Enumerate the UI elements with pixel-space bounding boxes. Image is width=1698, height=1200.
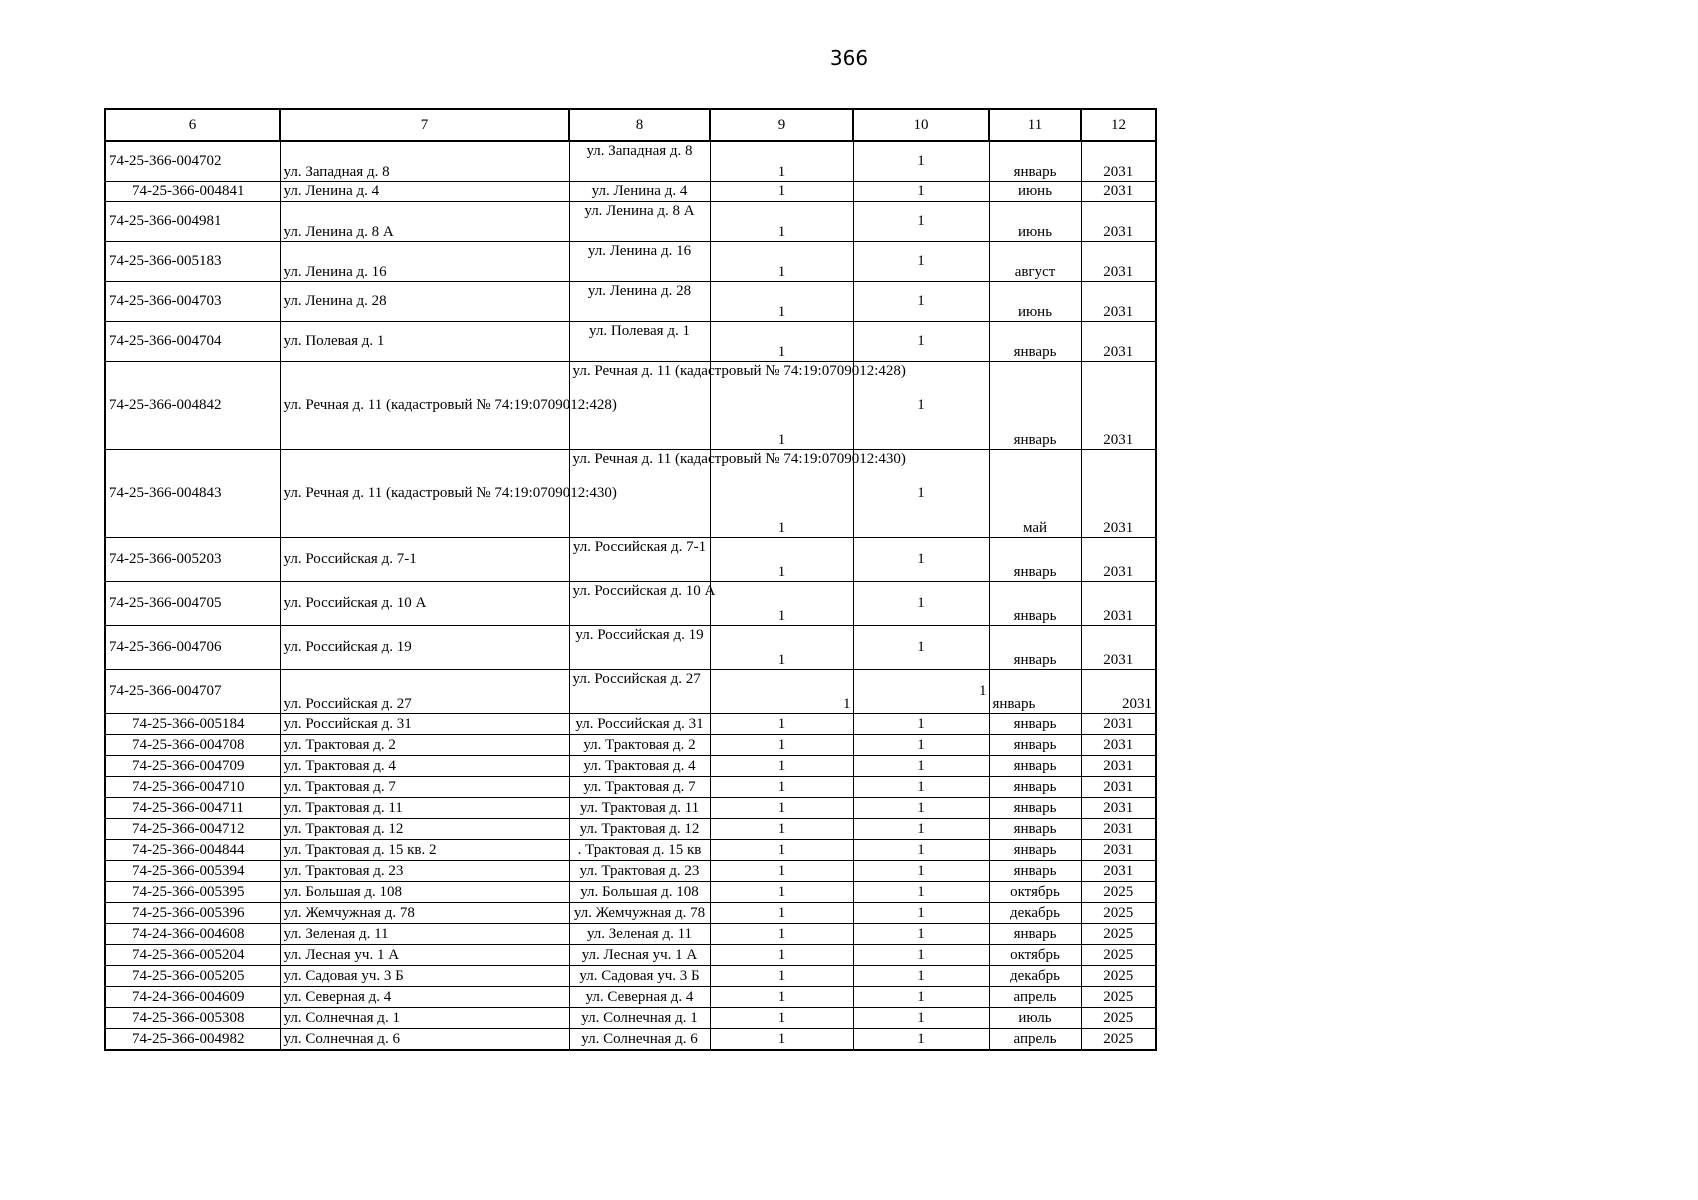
table-row bbox=[105, 713, 1156, 734]
cell-c9: 1 bbox=[710, 923, 853, 944]
cell-code: 74-25-366-005308 bbox=[105, 1007, 280, 1028]
cell-code: 74-25-366-004710 bbox=[105, 776, 280, 797]
cell-month: январь bbox=[989, 776, 1081, 797]
table-row bbox=[105, 1028, 1156, 1050]
cell-code: 74-25-366-004843 bbox=[105, 449, 280, 537]
cell-c10: 1 bbox=[853, 669, 989, 713]
cell-c9: 1 bbox=[710, 797, 853, 818]
table-row bbox=[105, 860, 1156, 881]
cell-year: 2031 bbox=[1081, 669, 1156, 713]
cell-address: ул. Зеленая д. 11 bbox=[280, 923, 569, 944]
cell-month: январь bbox=[989, 818, 1081, 839]
cell-address: ул. Трактовая д. 11 bbox=[280, 797, 569, 818]
cell-address2: ул. Российская д. 27 bbox=[569, 669, 710, 713]
cell-month: октябрь bbox=[989, 944, 1081, 965]
cell-address2: ул. Западная д. 8 bbox=[569, 141, 710, 181]
cell-address: ул. Российская д. 19 bbox=[280, 625, 569, 669]
cell-address: ул. Ленина д. 8 А bbox=[280, 201, 569, 241]
cell-year: 2031 bbox=[1081, 797, 1156, 818]
column-header: 6 bbox=[105, 109, 280, 141]
cell-address: ул. Солнечная д. 1 bbox=[280, 1007, 569, 1028]
cell-month: декабрь bbox=[989, 902, 1081, 923]
cell-month: январь bbox=[989, 361, 1081, 449]
cell-address: ул. Российская д. 7-1 bbox=[280, 537, 569, 581]
cell-c9: 1 bbox=[710, 713, 853, 734]
cell-month: январь bbox=[989, 537, 1081, 581]
cell-c10: 1 bbox=[853, 141, 989, 181]
cell-address: ул. Трактовая д. 7 bbox=[280, 776, 569, 797]
cell-month: август bbox=[989, 241, 1081, 281]
cell-year: 2031 bbox=[1081, 755, 1156, 776]
cell-month: январь bbox=[989, 141, 1081, 181]
cell-c10: 1 bbox=[853, 581, 989, 625]
cell-month: январь bbox=[989, 755, 1081, 776]
cell-year: 2031 bbox=[1081, 776, 1156, 797]
cell-c10: 1 bbox=[853, 449, 989, 537]
cell-month: январь bbox=[989, 581, 1081, 625]
cell-year: 2031 bbox=[1081, 321, 1156, 361]
cell-address2: ул. Трактовая д. 23 bbox=[569, 860, 710, 881]
page-number: 366 bbox=[829, 46, 869, 70]
cell-month: май bbox=[989, 449, 1081, 537]
cell-month: январь bbox=[989, 713, 1081, 734]
cell-c9: 1 bbox=[710, 241, 853, 281]
cell-c10: 1 bbox=[853, 321, 989, 361]
cell-year: 2031 bbox=[1081, 241, 1156, 281]
cell-address: ул. Трактовая д. 23 bbox=[280, 860, 569, 881]
cell-code: 74-25-366-004712 bbox=[105, 818, 280, 839]
cell-month: июнь bbox=[989, 181, 1081, 201]
cell-c9: 1 bbox=[710, 361, 853, 449]
cell-c9: 1 bbox=[710, 776, 853, 797]
cell-address: ул. Лесная уч. 1 А bbox=[280, 944, 569, 965]
cell-year: 2025 bbox=[1081, 965, 1156, 986]
cell-month: январь bbox=[989, 860, 1081, 881]
cell-address2: ул. Речная д. 11 (кадастровый № 74:19:0709012:430) bbox=[569, 449, 710, 537]
cell-c10: 1 bbox=[853, 839, 989, 860]
cell-year: 2031 bbox=[1081, 537, 1156, 581]
cell-address: ул. Большая д. 108 bbox=[280, 881, 569, 902]
cell-address: ул. Ленина д. 4 bbox=[280, 181, 569, 201]
column-header: 12 bbox=[1081, 109, 1156, 141]
cell-code: 74-25-366-005394 bbox=[105, 860, 280, 881]
cell-address2: ул. Трактовая д. 7 bbox=[569, 776, 710, 797]
cell-code: 74-25-366-005395 bbox=[105, 881, 280, 902]
cell-c9: 1 bbox=[710, 321, 853, 361]
cell-c9: 1 bbox=[710, 986, 853, 1007]
cell-year: 2031 bbox=[1081, 449, 1156, 537]
cell-c9: 1 bbox=[710, 1028, 853, 1050]
cell-month: июнь bbox=[989, 281, 1081, 321]
cell-address2: ул. Садовая уч. 3 Б bbox=[569, 965, 710, 986]
table-row bbox=[105, 669, 1156, 713]
cell-address: ул. Садовая уч. 3 Б bbox=[280, 965, 569, 986]
cell-year: 2025 bbox=[1081, 923, 1156, 944]
cell-month: январь bbox=[989, 321, 1081, 361]
cell-address2: . Трактовая д. 15 кв bbox=[569, 839, 710, 860]
cell-code: 74-25-366-004708 bbox=[105, 734, 280, 755]
cell-year: 2031 bbox=[1081, 625, 1156, 669]
cell-c10: 1 bbox=[853, 1028, 989, 1050]
register-body bbox=[105, 141, 1156, 1050]
table-row bbox=[105, 986, 1156, 1007]
table-row bbox=[105, 321, 1156, 361]
cell-c10: 1 bbox=[853, 776, 989, 797]
cell-address: ул. Западная д. 8 bbox=[280, 141, 569, 181]
table-row bbox=[105, 944, 1156, 965]
cell-c9: 1 bbox=[710, 902, 853, 923]
cell-code: 74-24-366-004608 bbox=[105, 923, 280, 944]
cell-code: 74-25-366-005396 bbox=[105, 902, 280, 923]
cell-address: ул. Полевая д. 1 bbox=[280, 321, 569, 361]
table-row bbox=[105, 281, 1156, 321]
cell-year: 2031 bbox=[1081, 860, 1156, 881]
cell-code: 74-25-366-005183 bbox=[105, 241, 280, 281]
cell-code: 74-25-366-004982 bbox=[105, 1028, 280, 1050]
table-row bbox=[105, 241, 1156, 281]
column-header: 11 bbox=[989, 109, 1081, 141]
cell-month: июль bbox=[989, 1007, 1081, 1028]
cell-address2: ул. Российская д. 10 А bbox=[569, 581, 710, 625]
cell-address2: ул. Большая д. 108 bbox=[569, 881, 710, 902]
column-header: 8 bbox=[569, 109, 710, 141]
cell-year: 2031 bbox=[1081, 181, 1156, 201]
header-row bbox=[105, 109, 1156, 141]
table-row bbox=[105, 839, 1156, 860]
cell-address: ул. Северная д. 4 bbox=[280, 986, 569, 1007]
cell-c9: 1 bbox=[710, 839, 853, 860]
cell-c10: 1 bbox=[853, 734, 989, 755]
cell-code: 74-25-366-005203 bbox=[105, 537, 280, 581]
cell-year: 2025 bbox=[1081, 1007, 1156, 1028]
cell-code: 74-24-366-004609 bbox=[105, 986, 280, 1007]
cell-code: 74-25-366-004702 bbox=[105, 141, 280, 181]
cell-address2: ул. Российская д. 7-1 bbox=[569, 537, 710, 581]
cell-year: 2025 bbox=[1081, 986, 1156, 1007]
cell-c9: 1 bbox=[710, 281, 853, 321]
cell-month: апрель bbox=[989, 1028, 1081, 1050]
table-row bbox=[105, 181, 1156, 201]
cell-c9: 1 bbox=[710, 818, 853, 839]
cell-c10: 1 bbox=[853, 241, 989, 281]
cell-c10: 1 bbox=[853, 537, 989, 581]
cell-c9: 1 bbox=[710, 181, 853, 201]
cell-address2: ул. Ленина д. 8 А bbox=[569, 201, 710, 241]
cell-code: 74-25-366-004707 bbox=[105, 669, 280, 713]
cell-code: 74-25-366-004705 bbox=[105, 581, 280, 625]
cell-c9: 1 bbox=[710, 734, 853, 755]
cell-address2: ул. Трактовая д. 2 bbox=[569, 734, 710, 755]
cell-code: 74-25-366-004844 bbox=[105, 839, 280, 860]
cell-address2: ул. Ленина д. 4 bbox=[569, 181, 710, 201]
cell-address: ул. Трактовая д. 4 bbox=[280, 755, 569, 776]
cell-c9: 1 bbox=[710, 1007, 853, 1028]
cell-c10: 1 bbox=[853, 281, 989, 321]
cell-month: январь bbox=[989, 669, 1081, 713]
cell-address2: ул. Трактовая д. 12 bbox=[569, 818, 710, 839]
cell-address: ул. Российская д. 27 bbox=[280, 669, 569, 713]
cell-c9: 1 bbox=[710, 141, 853, 181]
column-header: 7 bbox=[280, 109, 569, 141]
cell-address2: ул. Ленина д. 16 bbox=[569, 241, 710, 281]
cell-address2: ул. Речная д. 11 (кадастровый № 74:19:0709012:428) bbox=[569, 361, 710, 449]
table-row bbox=[105, 923, 1156, 944]
cell-address2: ул. Лесная уч. 1 А bbox=[569, 944, 710, 965]
cell-year: 2025 bbox=[1081, 944, 1156, 965]
cell-c10: 1 bbox=[853, 625, 989, 669]
cell-c10: 1 bbox=[853, 902, 989, 923]
cell-month: январь bbox=[989, 797, 1081, 818]
cell-address2: ул. Ленина д. 28 bbox=[569, 281, 710, 321]
cell-address: ул. Ленина д. 16 bbox=[280, 241, 569, 281]
cell-c10: 1 bbox=[853, 881, 989, 902]
cell-code: 74-25-366-004981 bbox=[105, 201, 280, 241]
table-row bbox=[105, 141, 1156, 181]
cell-c9: 1 bbox=[710, 965, 853, 986]
cell-address2: ул. Трактовая д. 4 bbox=[569, 755, 710, 776]
table-row bbox=[105, 1007, 1156, 1028]
cell-c10: 1 bbox=[853, 1007, 989, 1028]
table-row bbox=[105, 797, 1156, 818]
cell-code: 74-25-366-005184 bbox=[105, 713, 280, 734]
cell-c10: 1 bbox=[853, 755, 989, 776]
cell-address: ул. Речная д. 11 (кадастровый № 74:19:0709012:428) bbox=[280, 361, 569, 449]
cell-c10: 1 bbox=[853, 797, 989, 818]
cell-address: ул. Речная д. 11 (кадастровый № 74:19:0709012:430) bbox=[280, 449, 569, 537]
cell-address: ул. Солнечная д. 6 bbox=[280, 1028, 569, 1050]
cell-c10: 1 bbox=[853, 944, 989, 965]
table-row bbox=[105, 881, 1156, 902]
table-row bbox=[105, 449, 1156, 537]
cell-address2: ул. Солнечная д. 1 bbox=[569, 1007, 710, 1028]
cell-address: ул. Трактовая д. 2 bbox=[280, 734, 569, 755]
cell-month: октябрь bbox=[989, 881, 1081, 902]
cell-c10: 1 bbox=[853, 860, 989, 881]
cell-code: 74-25-366-004709 bbox=[105, 755, 280, 776]
table-row bbox=[105, 201, 1156, 241]
cell-code: 74-25-366-004703 bbox=[105, 281, 280, 321]
cell-code: 74-25-366-005204 bbox=[105, 944, 280, 965]
cell-address: ул. Российская д. 10 А bbox=[280, 581, 569, 625]
table-row bbox=[105, 625, 1156, 669]
table-row bbox=[105, 734, 1156, 755]
cell-c10: 1 bbox=[853, 818, 989, 839]
cell-year: 2031 bbox=[1081, 713, 1156, 734]
table-row bbox=[105, 776, 1156, 797]
cell-code: 74-25-366-004842 bbox=[105, 361, 280, 449]
cell-year: 2025 bbox=[1081, 1028, 1156, 1050]
cell-address: ул. Ленина д. 28 bbox=[280, 281, 569, 321]
cell-month: январь bbox=[989, 923, 1081, 944]
cell-c9: 1 bbox=[710, 537, 853, 581]
cell-address2: ул. Северная д. 4 bbox=[569, 986, 710, 1007]
cell-year: 2031 bbox=[1081, 281, 1156, 321]
cell-address: ул. Жемчужная д. 78 bbox=[280, 902, 569, 923]
cell-address2: ул. Зеленая д. 11 bbox=[569, 923, 710, 944]
cell-code: 74-25-366-004704 bbox=[105, 321, 280, 361]
cell-month: апрель bbox=[989, 986, 1081, 1007]
cell-c10: 1 bbox=[853, 361, 989, 449]
cell-address2: ул. Российская д. 31 bbox=[569, 713, 710, 734]
cell-address2: ул. Солнечная д. 6 bbox=[569, 1028, 710, 1050]
cell-c9: 1 bbox=[710, 669, 853, 713]
cell-c10: 1 bbox=[853, 181, 989, 201]
cell-c9: 1 bbox=[710, 581, 853, 625]
cell-month: июнь bbox=[989, 201, 1081, 241]
cell-code: 74-25-366-005205 bbox=[105, 965, 280, 986]
cell-c10: 1 bbox=[853, 965, 989, 986]
cell-c10: 1 bbox=[853, 986, 989, 1007]
column-header: 9 bbox=[710, 109, 853, 141]
table-row bbox=[105, 965, 1156, 986]
cell-code: 74-25-366-004711 bbox=[105, 797, 280, 818]
cell-c9: 1 bbox=[710, 860, 853, 881]
table-row bbox=[105, 581, 1156, 625]
cell-year: 2031 bbox=[1081, 361, 1156, 449]
cell-month: декабрь bbox=[989, 965, 1081, 986]
cell-c9: 1 bbox=[710, 755, 853, 776]
cell-year: 2031 bbox=[1081, 818, 1156, 839]
cell-c9: 1 bbox=[710, 625, 853, 669]
cell-address: ул. Трактовая д. 12 bbox=[280, 818, 569, 839]
cell-c10: 1 bbox=[853, 713, 989, 734]
cell-year: 2031 bbox=[1081, 839, 1156, 860]
register-table bbox=[104, 108, 1157, 1051]
cell-c9: 1 bbox=[710, 201, 853, 241]
cell-c9: 1 bbox=[710, 881, 853, 902]
cell-address: ул. Трактовая д. 15 кв. 2 bbox=[280, 839, 569, 860]
cell-month: январь bbox=[989, 734, 1081, 755]
cell-c9: 1 bbox=[710, 944, 853, 965]
cell-year: 2025 bbox=[1081, 881, 1156, 902]
cell-month: январь bbox=[989, 625, 1081, 669]
cell-year: 2031 bbox=[1081, 734, 1156, 755]
cell-address: ул. Российская д. 31 bbox=[280, 713, 569, 734]
cell-address2: ул. Полевая д. 1 bbox=[569, 321, 710, 361]
cell-year: 2031 bbox=[1081, 141, 1156, 181]
cell-address2: ул. Жемчужная д. 78 bbox=[569, 902, 710, 923]
column-header: 10 bbox=[853, 109, 989, 141]
cell-address2: ул. Трактовая д. 11 bbox=[569, 797, 710, 818]
table-row bbox=[105, 902, 1156, 923]
table-row bbox=[105, 818, 1156, 839]
cell-code: 74-25-366-004841 bbox=[105, 181, 280, 201]
cell-year: 2031 bbox=[1081, 581, 1156, 625]
cell-address2: ул. Российская д. 19 bbox=[569, 625, 710, 669]
cell-year: 2025 bbox=[1081, 902, 1156, 923]
cell-month: январь bbox=[989, 839, 1081, 860]
cell-c9: 1 bbox=[710, 449, 853, 537]
table-row bbox=[105, 755, 1156, 776]
cell-c10: 1 bbox=[853, 201, 989, 241]
cell-year: 2031 bbox=[1081, 201, 1156, 241]
cell-c10: 1 bbox=[853, 923, 989, 944]
table-row bbox=[105, 361, 1156, 449]
cell-code: 74-25-366-004706 bbox=[105, 625, 280, 669]
table-row bbox=[105, 537, 1156, 581]
